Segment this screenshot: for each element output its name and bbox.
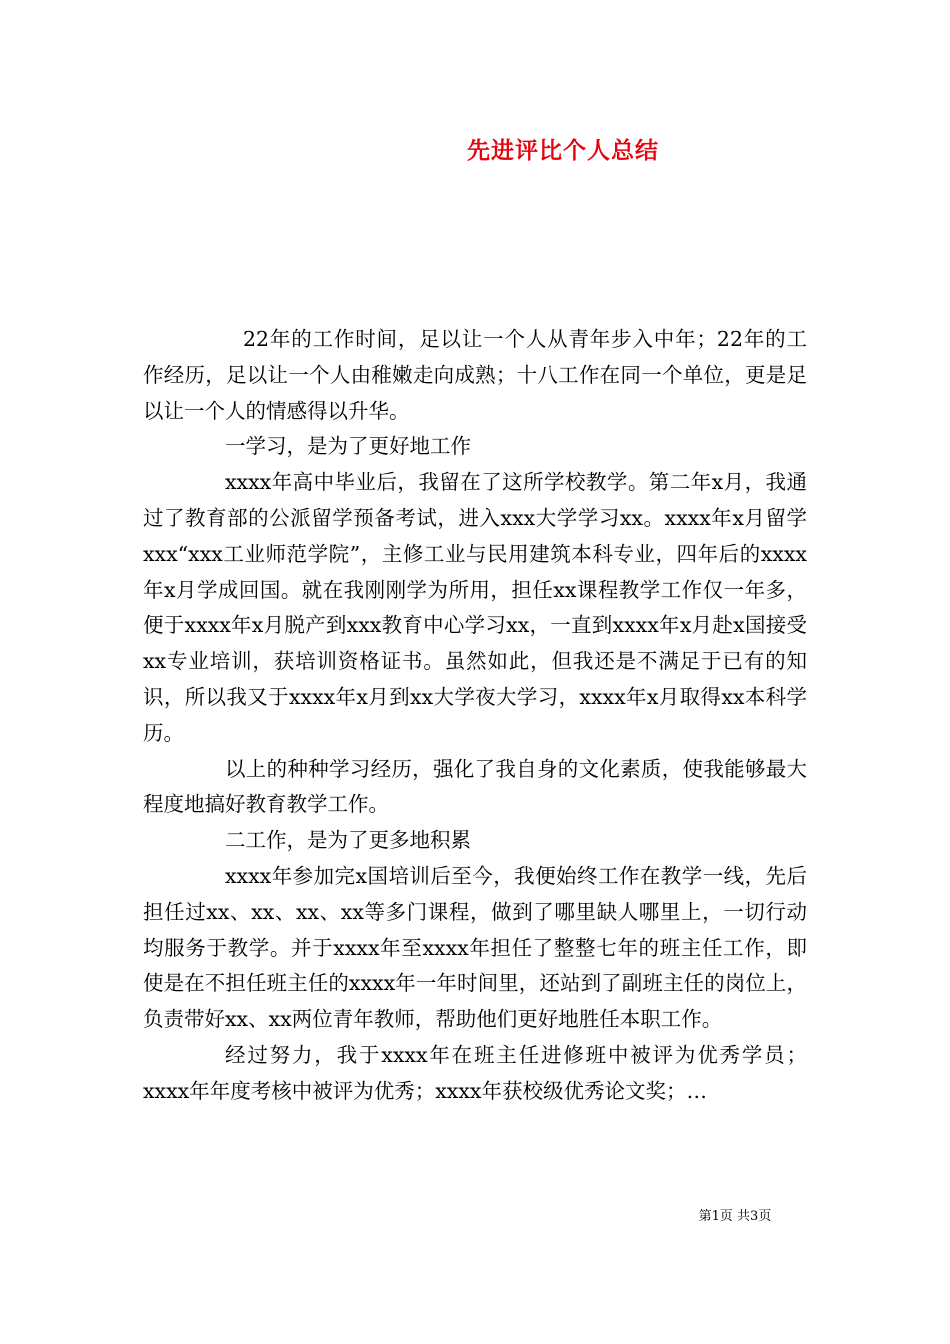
study-summary-paragraph: 以上的种种学习经历，强化了我自身的文化素质，使我能够最大程度地搞好教育教学工作。 [143, 756, 807, 817]
intro-paragraph: 22年的工作时间，足以让一个人从青年步入中年；22年的工作经历，足以让一个人由稚嫩走向成熟；十八工作在同一个单位，更是足以让一个人的情感得以升华。 [143, 327, 807, 423]
page-number: 第1页 共3页 [698, 1209, 772, 1224]
study-paragraph: xxxx年高中毕业后，我留在了这所学校教学。第二年x月，我通过了教育部的公派留学预备考试，进入xxx大学学习xx。xxxx年x月留学xxx“xxx工业师范学院”，主修工业与民用建筑本科专业，四年后的xxxx年x月学成回国。就在我刚刚学为所用，担任xx课程教学工作仅一年多，便于xxxx年x月脱产到xxx教育中心学习xx，一直到xxxx年x月赴x国接受xx专业培训，获培训资格证书。虽然如此，但我还是不满足于已有的知识，所以我又于xxxx年x月到xx大学夜大学习，xxxx年x月取得xx本科学历。 [143, 470, 807, 745]
page-title: 先进评比个人总结 [467, 138, 659, 164]
awards-paragraph: 经过努力，我于xxxx年在班主任进修班中被评为优秀学员；xxxx年年度考核中被评为优秀；xxxx年获校级优秀论文奖；… [143, 1042, 807, 1103]
section-heading-study: 一学习，是为了更好地工作 [225, 434, 471, 459]
work-paragraph: xxxx年参加完x国培训后至今，我便始终工作在教学一线，先后担任过xx、xx、xx、xx等多门课程，做到了哪里缺人哪里上，一切行动均服务于教学。并于xxxx年至xxxx年担任了整整七年的班主任工作，即使是在不担任班主任的xxxx年一年时间里，还站到了副班主任的岗位上，负责带好xx、xx两位青年教师，帮助他们更好地胜任本职工作。 [143, 863, 807, 1032]
document-body [143, 322, 807, 1110]
section-heading-work: 二工作，是为了更多地积累 [225, 828, 471, 853]
